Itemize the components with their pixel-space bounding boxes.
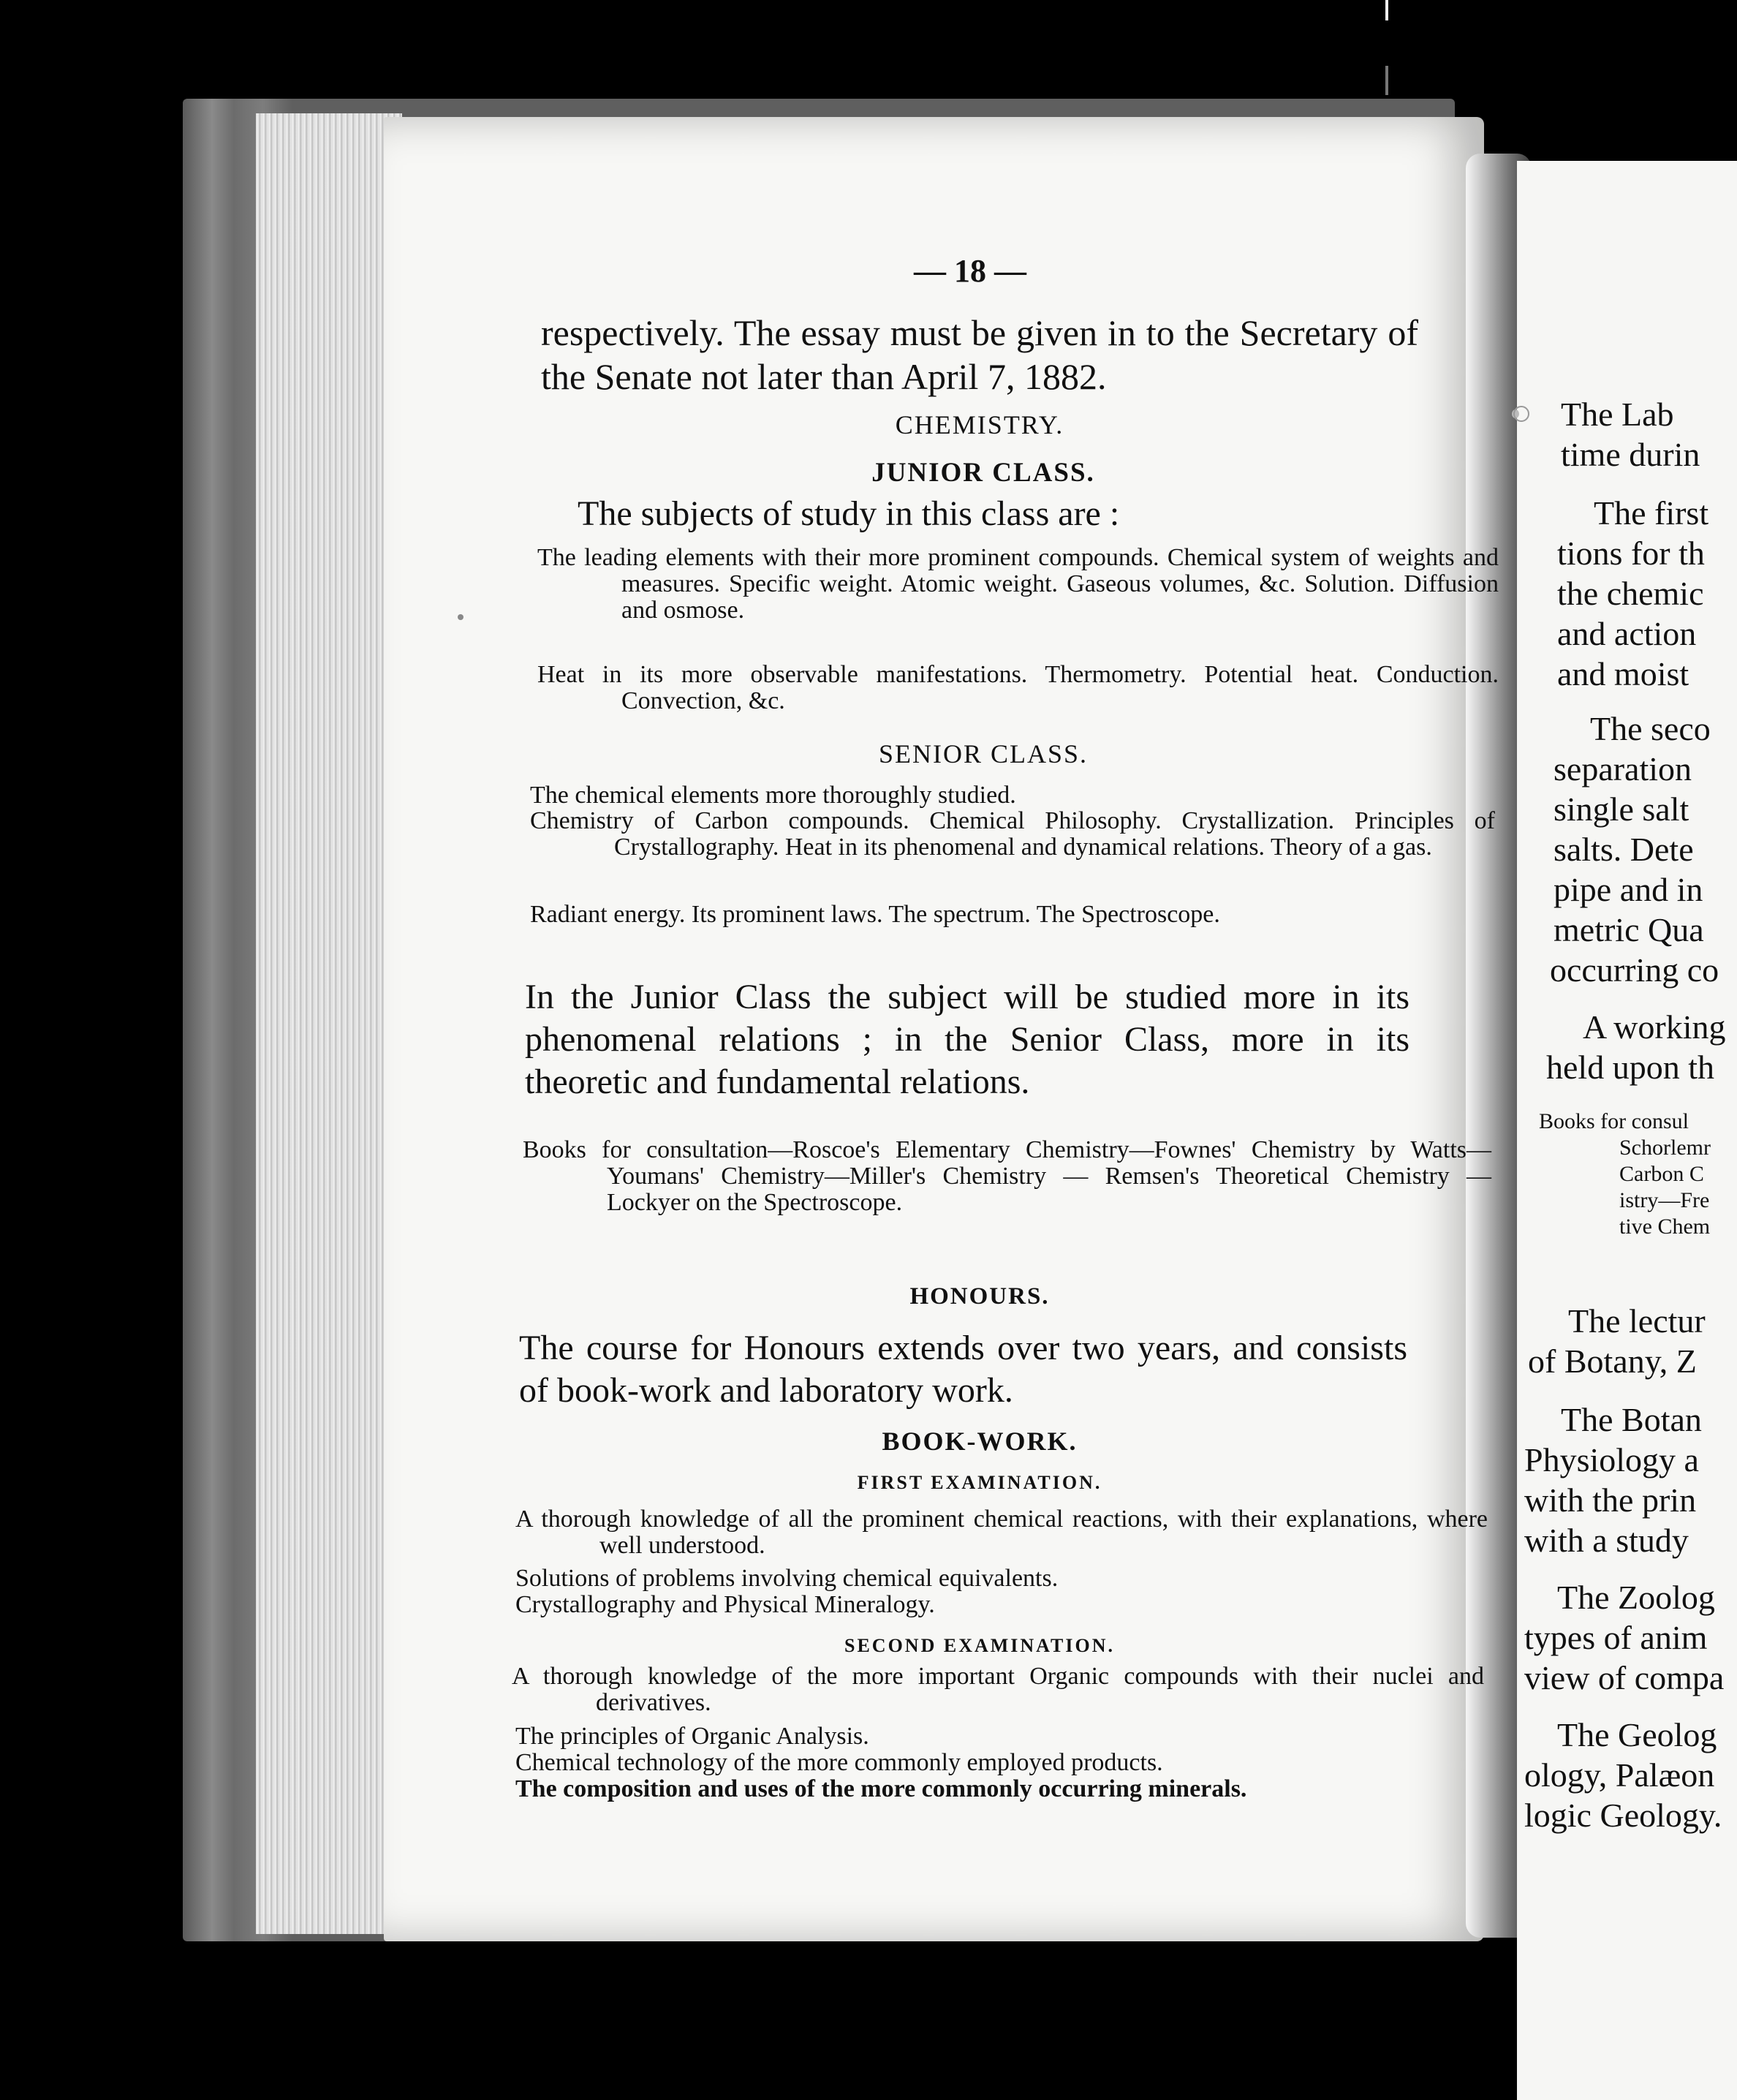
- right-line: and moist: [1557, 655, 1689, 692]
- right-line: time durin: [1561, 436, 1700, 473]
- right-line: salts. Dete: [1554, 831, 1694, 868]
- right-line: view of compa: [1524, 1659, 1725, 1696]
- second-examination-heading: SECOND EXAMINATION.: [844, 1635, 1115, 1656]
- right-line: separation: [1554, 750, 1692, 788]
- junior-item-elements: The leading elements with their more prominent compounds. Chemical system of weights and measures. Specific weight. Atomic weight. Gaseous volumes, &c. Solution. Diffusion and osmose.: [537, 544, 1499, 624]
- chemistry-heading: CHEMISTRY.: [895, 410, 1064, 439]
- first-exam-item-solutions: Solutions of problems involving chemical equivalents.: [515, 1565, 1059, 1592]
- senior-item-radiant: Radiant energy. Its prominent laws. The spectrum. The Spectroscope.: [530, 901, 1220, 928]
- right-line: and action: [1557, 615, 1697, 652]
- right-line: of Botany, Z: [1528, 1342, 1697, 1380]
- right-line: The Geolog: [1557, 1716, 1717, 1753]
- scan-marks: [1385, 0, 1396, 110]
- page-number: — 18 —: [914, 253, 1026, 289]
- first-exam-item-reactions: A thorough knowledge of all the prominent chemical reactions, with their explanations, where well understood.: [515, 1506, 1488, 1559]
- honours-heading: HONOURS.: [909, 1283, 1050, 1310]
- junior-senior-paragraph: In the Junior Class the subject will be studied more in its phenomenal relations ; in the Senior Class, more in its theoretic and fundamental relations.: [525, 978, 1409, 1101]
- second-exam-item-analysis: The principles of Organic Analysis.: [515, 1723, 869, 1750]
- right-line: metric Qua: [1554, 911, 1704, 948]
- right-line: pipe and in: [1554, 871, 1703, 908]
- page-edges: [256, 113, 402, 1934]
- right-line: occurring co: [1550, 951, 1719, 989]
- second-exam-item-technology: Chemical technology of the more commonly employed products.: [515, 1749, 1163, 1776]
- senior-class-heading: SENIOR CLASS.: [878, 739, 1089, 768]
- right-line: The first: [1594, 494, 1709, 532]
- scan-blemish: [1513, 406, 1529, 422]
- junior-class-heading: JUNIOR CLASS.: [871, 458, 1095, 488]
- books-for-consultation: Books for consultation—Roscoe's Elementary Chemistry—Fownes' Chemistry by Watts—Youmans' Chemistry—Miller's Chemistry — Remsen's Theoretical Chemistry — Lockyer on the Spectroscope.: [523, 1136, 1491, 1216]
- right-line: held upon th: [1546, 1049, 1714, 1086]
- second-exam-item-minerals: The composition and uses of the more commonly occurring minerals.: [515, 1775, 1247, 1802]
- right-line: tive Chem: [1619, 1215, 1711, 1239]
- right-line: types of anim: [1524, 1619, 1708, 1656]
- right-line: The Zoolog: [1557, 1579, 1715, 1616]
- bookwork-heading: BOOK-WORK.: [882, 1427, 1078, 1456]
- scan-blemish: [458, 614, 463, 620]
- right-line: istry—Fre: [1619, 1188, 1710, 1212]
- right-page: [1517, 161, 1737, 2100]
- right-line: ology, Palæon: [1524, 1756, 1715, 1794]
- junior-item-heat: Heat in its more observable manifestations. Thermometry. Potential heat. Conduction. Convection, &c.: [537, 661, 1499, 714]
- right-line: The lectur: [1568, 1302, 1706, 1340]
- right-line: with a study: [1524, 1522, 1689, 1559]
- right-line: Schorlemr: [1619, 1136, 1711, 1160]
- right-line: Books for consul: [1539, 1109, 1689, 1133]
- right-line: the chemic: [1557, 575, 1704, 612]
- senior-item-elements: The chemical elements more thoroughly studied.: [530, 782, 1016, 809]
- right-line: The Lab: [1561, 396, 1674, 433]
- lead-paragraph: respectively. The essay must be given in to the Secretary of the Senate not later than April 7, 1882.: [541, 312, 1418, 397]
- first-exam-item-crystallography: Crystallography and Physical Mineralogy.: [515, 1591, 935, 1618]
- right-line: The seco: [1590, 710, 1711, 747]
- honours-paragraph: The course for Honours extends over two years, and consists of book-work and laboratory work.: [519, 1329, 1407, 1410]
- right-line: logic Geology.: [1524, 1797, 1722, 1834]
- right-line: Carbon C: [1619, 1162, 1704, 1186]
- right-line: A working: [1583, 1008, 1726, 1046]
- right-line: tions for th: [1557, 535, 1705, 572]
- second-exam-item-organic: A thorough knowledge of the more important Organic compounds with their nuclei and derivatives.: [512, 1663, 1484, 1716]
- senior-item-carbon: Chemistry of Carbon compounds. Chemical Philosophy. Crystallization. Principles of Crystallography. Heat in its phenomenal and dynamical relations. Theory of a gas.: [530, 807, 1495, 861]
- first-examination-heading: FIRST EXAMINATION.: [857, 1472, 1102, 1493]
- right-line: The Botan: [1561, 1401, 1702, 1438]
- subjects-intro: The subjects of study in this class are :: [578, 494, 1120, 533]
- right-line: Physiology a: [1524, 1441, 1699, 1478]
- right-line: single salt: [1554, 790, 1689, 828]
- right-line: with the prin: [1524, 1481, 1697, 1519]
